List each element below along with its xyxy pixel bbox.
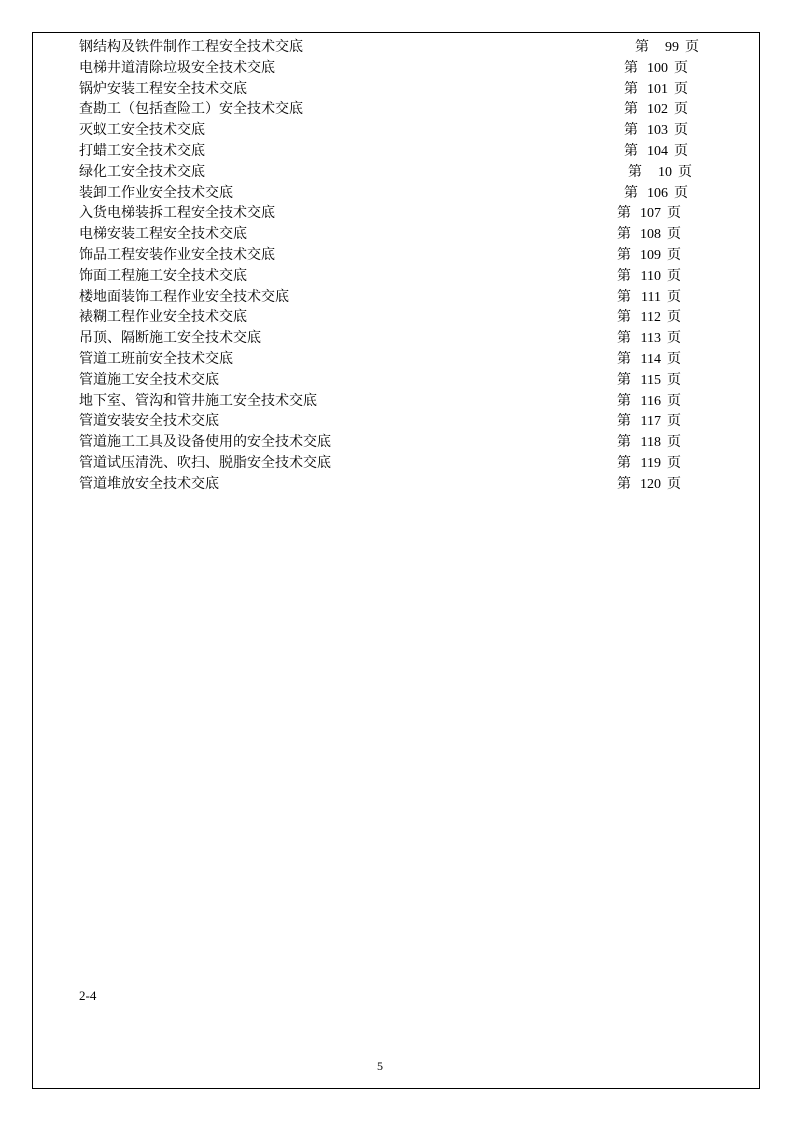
toc-entry-title: 裱糊工程作业安全技术交底 (79, 309, 247, 326)
toc-entry-title: 装卸工作业安全技术交底 (79, 184, 233, 201)
toc-entry-page (617, 287, 681, 309)
page-number: 5 (377, 1059, 383, 1073)
toc-entry-title: 打蜡工安全技术交底 (79, 142, 205, 159)
page-prefix: 第 (635, 39, 649, 55)
page-ref-number: 99 (665, 40, 679, 55)
toc-entry (79, 349, 699, 370)
toc-entry (79, 120, 699, 141)
page-ref-number: 100 (647, 60, 668, 76)
toc-entry-page (617, 453, 681, 475)
toc-entry (79, 58, 699, 79)
page-prefix: 第 (624, 184, 638, 201)
page-suffix: 页 (674, 59, 688, 76)
page-prefix: 第 (617, 350, 631, 367)
toc-entry-title: 管道试压清洗、吹扫、脱脂安全技术交底 (79, 454, 331, 471)
toc-entry-page (617, 391, 681, 413)
page-prefix: 第 (617, 392, 631, 409)
toc-entry-title: 饰面工程施工安全技术交底 (79, 267, 247, 284)
page-ref-number: 103 (647, 123, 668, 139)
toc-entry-title: 楼地面装饰工程作业安全技术交底 (79, 288, 289, 305)
toc-entry-page (617, 307, 681, 329)
page-prefix: 第 (624, 101, 638, 118)
page-suffix: 页 (667, 309, 681, 326)
toc-entry (79, 245, 699, 266)
page-ref-number: 104 (647, 143, 668, 159)
page-ref-number: 115 (640, 372, 661, 388)
page-suffix: 页 (685, 39, 699, 55)
page-suffix: 页 (674, 142, 688, 159)
toc-entry-title: 地下室、管沟和管井施工安全技术交底 (79, 392, 317, 409)
page-suffix: 页 (667, 413, 681, 430)
page-prefix: 第 (624, 59, 638, 76)
toc-entry (79, 224, 699, 245)
toc-entry (79, 307, 699, 328)
toc-entry-title: 饰品工程安装作业安全技术交底 (79, 246, 275, 263)
page-prefix: 第 (617, 267, 631, 284)
toc-entry-page (617, 432, 681, 454)
toc-entry-page (617, 245, 681, 267)
page-prefix: 第 (617, 413, 631, 430)
page-ref-number: 10 (658, 164, 672, 180)
page-suffix: 页 (667, 434, 681, 451)
page-ref-number: 107 (640, 206, 661, 222)
toc-entry-page (617, 266, 681, 288)
toc-entry-page (617, 203, 681, 225)
page-ref-number: 116 (640, 393, 661, 409)
toc-entry-page (624, 58, 688, 80)
page-suffix: 页 (674, 80, 688, 97)
toc-entry-title: 灭蚁工安全技术交底 (79, 122, 205, 139)
page-ref-number: 111 (641, 289, 661, 305)
page-suffix: 页 (667, 371, 681, 388)
toc-entry (79, 287, 699, 308)
page-ref-number: 117 (640, 414, 661, 430)
page-suffix: 页 (667, 454, 681, 471)
toc-entry-page (624, 141, 688, 163)
page-ref-number: 102 (647, 102, 668, 118)
page-prefix: 第 (617, 288, 631, 305)
toc-entry-title: 吊顶、隔断施工安全技术交底 (79, 330, 261, 347)
toc-entry (79, 141, 699, 162)
page-ref-number: 108 (640, 227, 661, 243)
toc-entry-title: 查勘工（包括查险工）安全技术交底 (79, 101, 303, 118)
page-prefix: 第 (617, 205, 631, 222)
page-suffix: 页 (667, 392, 681, 409)
page-suffix: 页 (667, 475, 681, 492)
toc-entry-title: 管道堆放安全技术交底 (79, 475, 219, 492)
page-prefix: 第 (617, 475, 631, 492)
page-ref-number: 112 (640, 310, 661, 326)
toc-entry-page (624, 79, 688, 101)
toc-entry-page (617, 411, 681, 433)
page-prefix: 第 (624, 142, 638, 159)
toc-entry-title: 钢结构及铁件制作工程安全技术交底 (79, 39, 303, 55)
toc-entry (79, 328, 699, 349)
page-suffix: 页 (667, 205, 681, 222)
page-ref-number: 119 (640, 455, 661, 471)
page-prefix: 第 (617, 309, 631, 326)
toc-entry-title: 管道施工安全技术交底 (79, 371, 219, 388)
toc-entry (79, 99, 699, 120)
page-ref-number: 110 (640, 268, 661, 284)
page-suffix: 页 (667, 226, 681, 243)
toc-entry-title: 电梯井道清除垃圾安全技术交底 (79, 59, 275, 76)
page-ref-number: 113 (640, 331, 661, 347)
page-prefix: 第 (617, 434, 631, 451)
page-prefix: 第 (617, 371, 631, 388)
page-ref-number: 118 (640, 435, 661, 451)
page-prefix: 第 (628, 163, 642, 180)
page-suffix: 页 (674, 184, 688, 201)
page-suffix: 页 (667, 288, 681, 305)
page-ref-number: 120 (640, 476, 661, 492)
toc-entry-title: 入货电梯装拆工程安全技术交底 (79, 205, 275, 222)
toc-entry (79, 266, 699, 287)
toc-entry-title: 管道安装安全技术交底 (79, 413, 219, 430)
page-suffix: 页 (667, 330, 681, 347)
page-suffix: 页 (667, 246, 681, 263)
toc-entry-page (617, 349, 681, 371)
toc-entry-page (624, 183, 688, 205)
toc-entry-page (628, 162, 692, 184)
toc-entry (79, 453, 699, 474)
toc-entry (79, 183, 699, 204)
toc-entry-page (635, 37, 699, 59)
toc-entry-page (617, 370, 681, 392)
page-suffix: 页 (674, 101, 688, 118)
toc-entry (79, 37, 699, 58)
toc-entry (79, 370, 699, 391)
page-ref-number: 106 (647, 185, 668, 201)
toc-entry-page (624, 120, 688, 142)
section-code: 2-4 (79, 988, 97, 1003)
table-of-contents (79, 37, 699, 495)
page-suffix: 页 (678, 163, 692, 180)
toc-entry-page (624, 99, 688, 121)
toc-entry (79, 432, 699, 453)
page-suffix: 页 (674, 122, 688, 139)
toc-entry-title: 管道施工工具及设备使用的安全技术交底 (79, 434, 331, 451)
toc-entry (79, 162, 699, 183)
toc-entry-title: 电梯安装工程安全技术交底 (79, 226, 247, 243)
toc-entry-title: 绿化工安全技术交底 (79, 163, 205, 180)
toc-entry (79, 79, 699, 100)
page-prefix: 第 (624, 122, 638, 139)
page-ref-number: 109 (640, 247, 661, 263)
page-ref-number: 101 (647, 81, 668, 97)
toc-entry (79, 411, 699, 432)
toc-entry-page (617, 474, 681, 496)
page-suffix: 页 (667, 267, 681, 284)
toc-entry-page (617, 224, 681, 246)
page-prefix: 第 (617, 246, 631, 263)
toc-entry-page (617, 328, 681, 350)
page-prefix: 第 (617, 226, 631, 243)
toc-entry-title: 管道工班前安全技术交底 (79, 350, 233, 367)
toc-entry-title: 锅炉安装工程安全技术交底 (79, 80, 247, 97)
page-ref-number: 114 (640, 351, 661, 367)
page-suffix: 页 (667, 350, 681, 367)
page-prefix: 第 (617, 330, 631, 347)
page-prefix: 第 (617, 454, 631, 471)
toc-entry (79, 391, 699, 412)
toc-entry (79, 203, 699, 224)
page-prefix: 第 (624, 80, 638, 97)
toc-entry (79, 474, 699, 495)
